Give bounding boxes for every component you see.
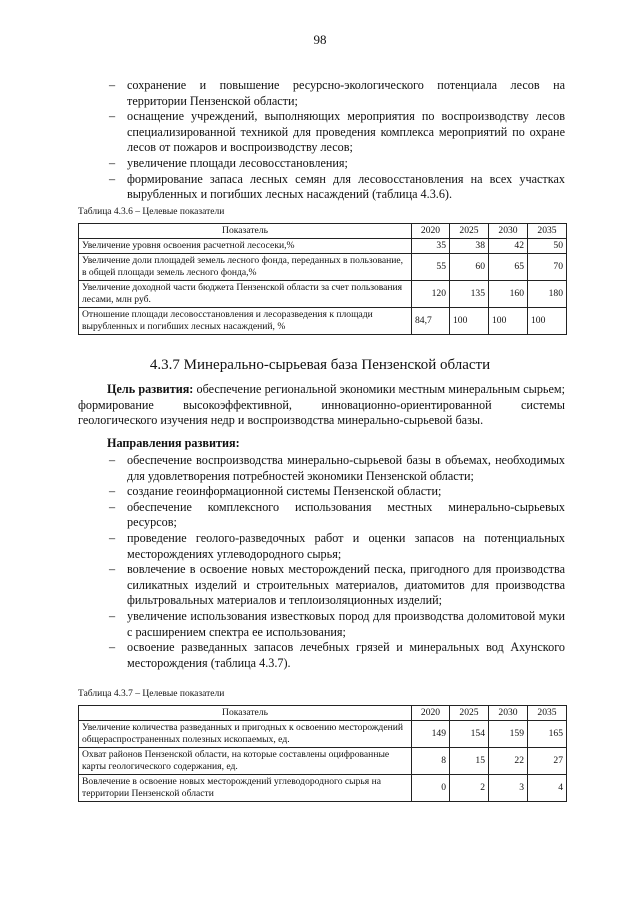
table-cell: 2 [450,775,489,802]
table-cell: 50 [528,239,567,254]
table-cell: 0 [412,775,450,802]
table-cell: Охват районов Пензенской области, на которые составлены оцифрованные карты геологического содержания, ед. [79,748,412,775]
table-header-cell: 2020 [412,706,450,721]
list-item: – проведение геолого-разведочных работ и оценки запасов на потенциальных месторождениях углеводородного сырья; [107,531,565,562]
table-row [79,281,567,308]
table-header-cell: 2020 [412,224,450,239]
list-item: – вовлечение в освоение новых месторождений песка, пригодного для производства силикатных изделий и строительных материалов, диатомитов для производства фильтровальных материалов и теплоизоляционных изделий; [107,562,565,609]
table1-caption: Таблица 4.3.6 – Целевые показатели [78,207,225,217]
list-item: – обеспечение воспроизводства минерально-сырьевой базы в объемах, необходимых для удовлетворения потребностей экономики Пензенской области; [107,453,565,484]
table-cell: Увеличение количества разведанных и пригодных к освоению месторождений общераспространенных полезных ископаемых, ед. [79,721,412,748]
table-row [79,308,567,335]
table-cell: 27 [528,748,567,775]
table-row [79,748,567,775]
goal-label: Цель развития: [107,382,194,396]
table-cell: 3 [489,775,528,802]
table-cell: 70 [528,254,567,281]
table-cell: 120 [412,281,450,308]
table-cell: 180 [528,281,567,308]
list-item: – обеспечение комплексного использования местных минерально-сырьевых ресурсов; [107,500,565,531]
targets-table-4-3-6 [78,223,567,335]
table-header-cell: 2035 [528,706,567,721]
table-cell: Увеличение уровня освоения расчетной лесосеки,% [79,239,412,254]
page-number: 98 [313,32,327,47]
table-cell: 55 [412,254,450,281]
intro-list [107,78,565,203]
table-cell: 159 [489,721,528,748]
directions-title: Направления развития: [107,436,240,450]
table-header-cell: Показатель [79,706,412,721]
table-header-row [79,706,567,721]
table-cell: 65 [489,254,528,281]
table-cell: 22 [489,748,528,775]
table2-caption: Таблица 4.3.7 – Целевые показатели [78,689,225,699]
table-row [79,721,567,748]
list-item: – оснащение учреждений, выполняющих мероприятия по воспроизводству лесов специализированной техникой для проведения комплекса мероприятий по охране лесов от пожаров и воспроизводству лесов; [107,109,565,156]
table-header-cell: Показатель [79,224,412,239]
list-item: – создание геоинформационной системы Пензенской области; [107,484,565,500]
table-cell: Отношение площади лесовосстановления и лесоразведения к площади вырубленных и погибших лесных насаждений, % [79,308,412,335]
table-cell: Увеличение доли площадей земель лесного фонда, переданных в пользование, в общей площади земель лесного фонда,% [79,254,412,281]
directions-list [107,453,565,671]
table-cell: 42 [489,239,528,254]
table-cell: 84,7 [412,308,450,335]
table-cell: 35 [412,239,450,254]
table-cell: 154 [450,721,489,748]
table-header-cell: 2030 [489,224,528,239]
table-header-cell: 2035 [528,224,567,239]
table-cell: Вовлечение в освоение новых месторождений углеводородного сырья на территории Пензенской области [79,775,412,802]
table-cell: 160 [489,281,528,308]
list-item: – увеличение площади лесовосстановления; [107,156,565,172]
table-cell: 100 [489,308,528,335]
table-cell: Увеличение доходной части бюджета Пензенской области за счет пользования лесами, млн руб. [79,281,412,308]
table-cell: 15 [450,748,489,775]
table-cell: 149 [412,721,450,748]
table-header-row [79,224,567,239]
table-cell: 135 [450,281,489,308]
table-header-cell: 2025 [450,706,489,721]
table-row [79,239,567,254]
table-cell: 100 [450,308,489,335]
goal-paragraph [78,382,565,429]
list-item: – сохранение и повышение ресурсно-экологического потенциала лесов на территории Пензенской области; [107,78,565,109]
table-cell: 100 [528,308,567,335]
table-header-cell: 2025 [450,224,489,239]
section-title: 4.3.7 Минерально-сырьевая база Пензенской области [149,357,491,373]
table-cell: 165 [528,721,567,748]
table-row [79,254,567,281]
goal-text: обеспечение региональной экономики местным минеральным сырьем; формирование высокоэффективной, инновационно-ориентированной системы геологического изучения недр и воспроизводства минерально-сырьевой базы. [78,382,565,428]
list-item: – освоение разведанных запасов лечебных грязей и минеральных вод Ахунского месторождения (таблица 4.3.7). [107,640,565,671]
table-cell: 60 [450,254,489,281]
table-header-cell: 2030 [489,706,528,721]
table-row [79,775,567,802]
table-cell: 8 [412,748,450,775]
table-cell: 4 [528,775,567,802]
targets-table-4-3-7 [78,705,567,802]
table-cell: 38 [450,239,489,254]
list-item: – увеличение использования известковых пород для производства доломитовой муки с расширением спектра ее использования; [107,609,565,640]
list-item: – формирование запаса лесных семян для лесовосстановления на всех участках вырубленных и погибших лесных насаждений (таблица 4.3.6). [107,172,565,203]
